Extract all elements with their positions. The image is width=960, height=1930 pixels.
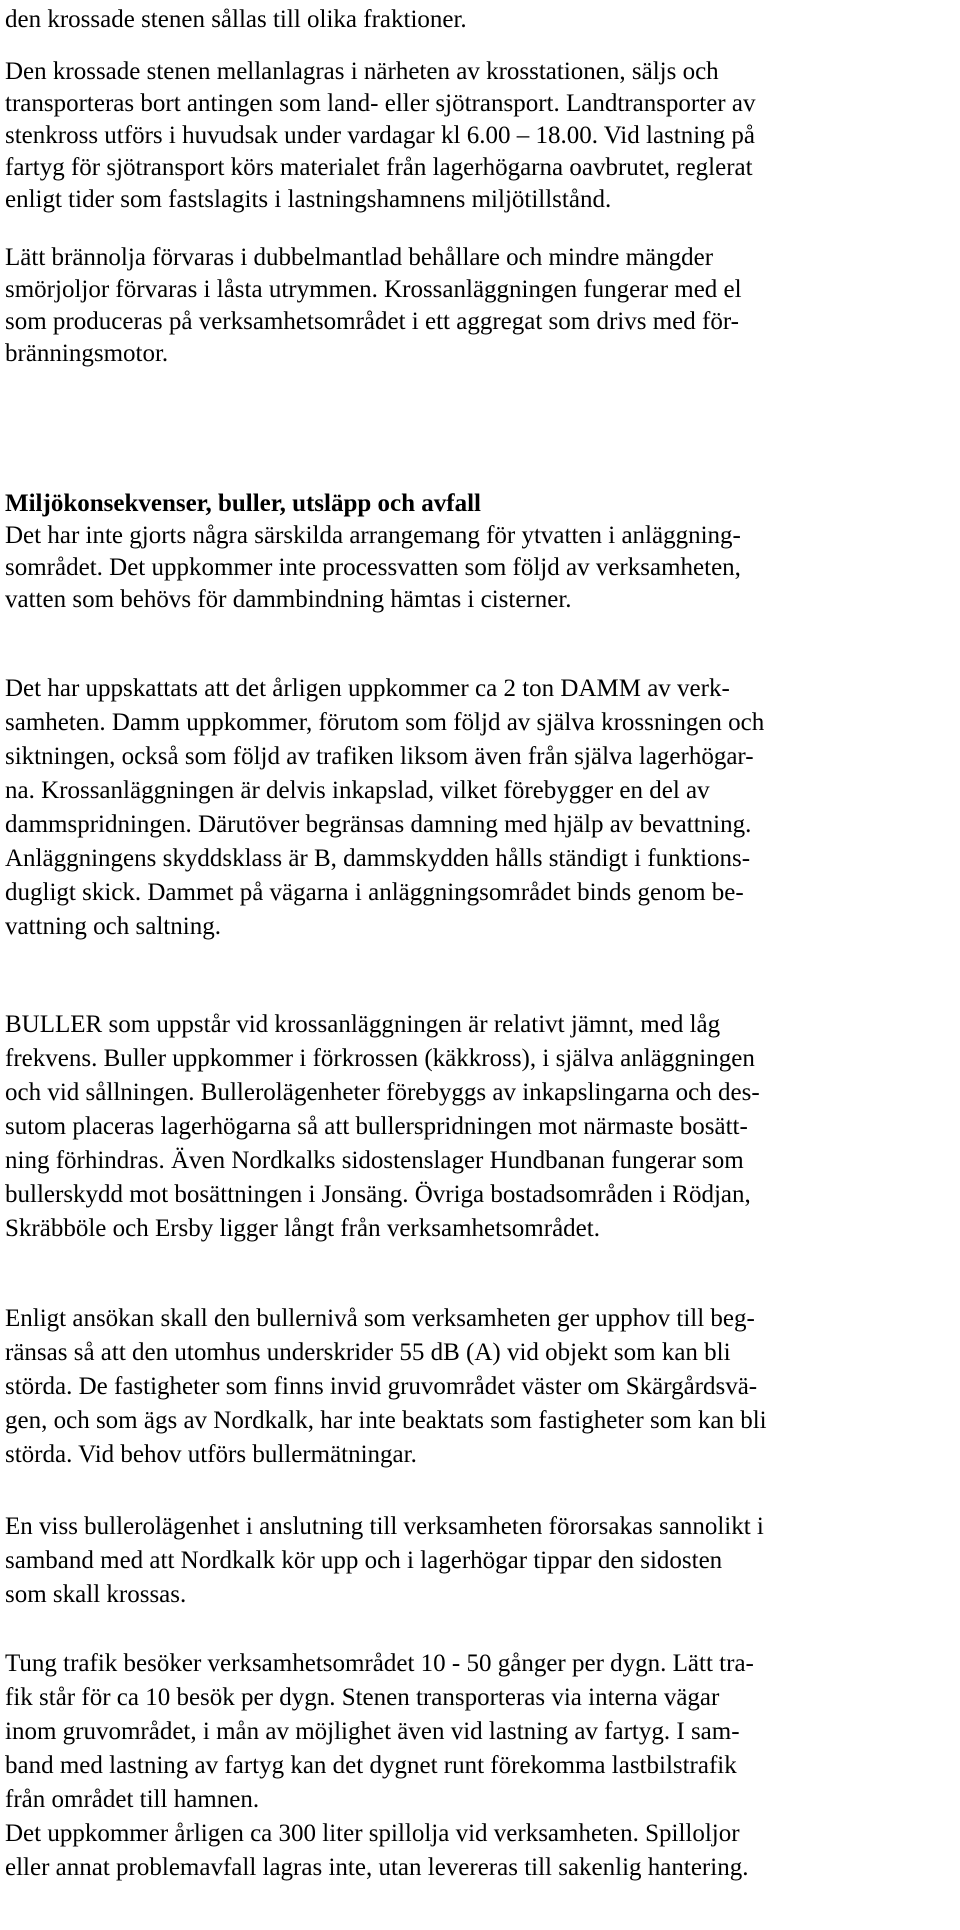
text-line: samheten. Damm uppkommer, förutom som följd av själva krossningen och [5,709,765,736]
text-line: frekvens. Buller uppkommer i förkrossen (käkkross), i själva anläggningen [5,1045,755,1072]
text-line: ning förhindras. Även Nordkalks sidostenslager Hundbanan fungerar som [5,1147,744,1174]
paragraph-waste-oil [5,1817,955,1885]
text-line: ränsas så att den utomhus underskrider 55 dB (A) vid objekt som kan bli [5,1339,731,1366]
text-line: gen, och som ägs av Nordkalk, har inte beaktats som fastigheter som kan bli [5,1407,767,1434]
text-line: band med lastning av fartyg kan det dygnet runt förekomma lastbilstrafik [5,1752,737,1779]
text-line: En viss bullerolägenhet i anslutning till verksamheten förorsakas sannolikt i [5,1513,764,1540]
text-line: fik står för ca 10 besök per dygn. Stenen transporteras via interna vägar [5,1684,720,1711]
paragraph-traffic [5,1647,955,1817]
text-line: störda. Vid behov utförs bullermätningar. [5,1441,417,1468]
text-line: Skräbböle och Ersby ligger långt från verksamhetsområdet. [5,1215,600,1242]
text-line: transporteras bort antingen som land- eller sjötransport. Landtransporter av [5,90,756,117]
text-line: eller annat problemavfall lagras inte, utan levereras till sakenlig hantering. [5,1854,749,1881]
text-line: störda. De fastigheter som finns invid gruvområdet väster om Skärgårdsvä- [5,1373,758,1400]
paragraph-fractions [5,2,955,38]
paragraph-fuel-storage [5,242,955,370]
text-line: siktningen, också som följd av trafiken liksom även från själva lagerhögar- [5,743,754,770]
text-line: BULLER som uppstår vid krossanläggningen är relativt jämnt, med låg [5,1011,721,1038]
paragraph-dust [5,672,955,944]
text-line: Det uppkommer årligen ca 300 liter spillolja vid verksamheten. Spilloljor [5,1820,740,1847]
paragraph-noise-limit [5,1302,955,1472]
text-line: inom gruvområdet, i mån av möjlighet även vid lastning av fartyg. I sam- [5,1718,740,1745]
text-line: Tung trafik besöker verksamhetsområdet 10 - 50 gånger per dygn. Lätt tra- [5,1650,754,1677]
text-line: fartyg för sjötransport körs materialet från lagerhögarna oavbrutet, reglerat [5,154,753,181]
text-line: smörjoljor förvaras i låsta utrymmen. Krossanläggningen fungerar med el [5,276,742,303]
text-line: bränningsmotor. [5,340,169,367]
text-line: från området till hamnen. [5,1786,260,1813]
text-line: vattning och saltning. [5,913,221,940]
section-heading: Miljökonsekvenser, buller, utsläpp och avfall [5,490,482,517]
text-line: vatten som behövs för dammbindning hämtas i cisterner. [5,586,572,613]
text-line: dugligt skick. Dammet på vägarna i anläggningsområdet binds genom be- [5,879,744,906]
text-line: stenkross utförs i huvudsak under vardagar kl 6.00 – 18.00. Vid lastning på [5,122,756,149]
paragraph-intermediate-storage [5,56,955,216]
text-line: sområdet. Det uppkommer inte processvatten som följd av verksamheten, [5,554,741,581]
text-line: Den krossade stenen mellanlagras i närheten av krosstationen, säljs och [5,58,719,85]
paragraph-noise [5,1008,955,1246]
text-line: samband med att Nordkalk kör upp och i lagerhögar tippar den sidosten [5,1547,723,1574]
text-line: sutom placeras lagerhögarna så att bullerspridningen mot närmaste bosätt- [5,1113,748,1140]
text-line: bullerskydd mot bosättningen i Jonsäng. Övriga bostadsområden i Rödjan, [5,1181,751,1208]
text-line: som produceras på verksamhetsområdet i ett aggregat som drivs med för- [5,308,739,335]
paragraph-noise-nuisance [5,1510,955,1612]
text-line: Det har uppskattats att det årligen uppkommer ca 2 ton DAMM av verk- [5,675,730,702]
text-line: Lätt brännolja förvaras i dubbelmantlad behållare och mindre mängder [5,244,714,271]
text-line: dammspridningen. Därutöver begränsas damning med hjälp av bevattning. [5,811,752,838]
text-line: na. Krossanläggningen är delvis inkapslad, vilket förebygger en del av [5,777,710,804]
text-line: som skall krossas. [5,1581,187,1608]
text-line: och vid sållningen. Bullerolägenheter förebyggs av inkapslingarna och des- [5,1079,760,1106]
text-line: den krossade stenen sållas till olika fraktioner. [5,6,467,33]
text-line: Enligt ansökan skall den bullernivå som verksamheten ger upphov till beg- [5,1305,755,1332]
text-line: Anläggningens skyddsklass är B, dammskydden hålls ständigt i funktions- [5,845,751,872]
paragraph-environmental-impact [5,488,955,616]
text-line: enligt tider som fastslagits i lastningshamnens miljötillstånd. [5,186,612,213]
text-line: Det har inte gjorts några särskilda arrangemang för ytvatten i anläggning- [5,522,741,549]
